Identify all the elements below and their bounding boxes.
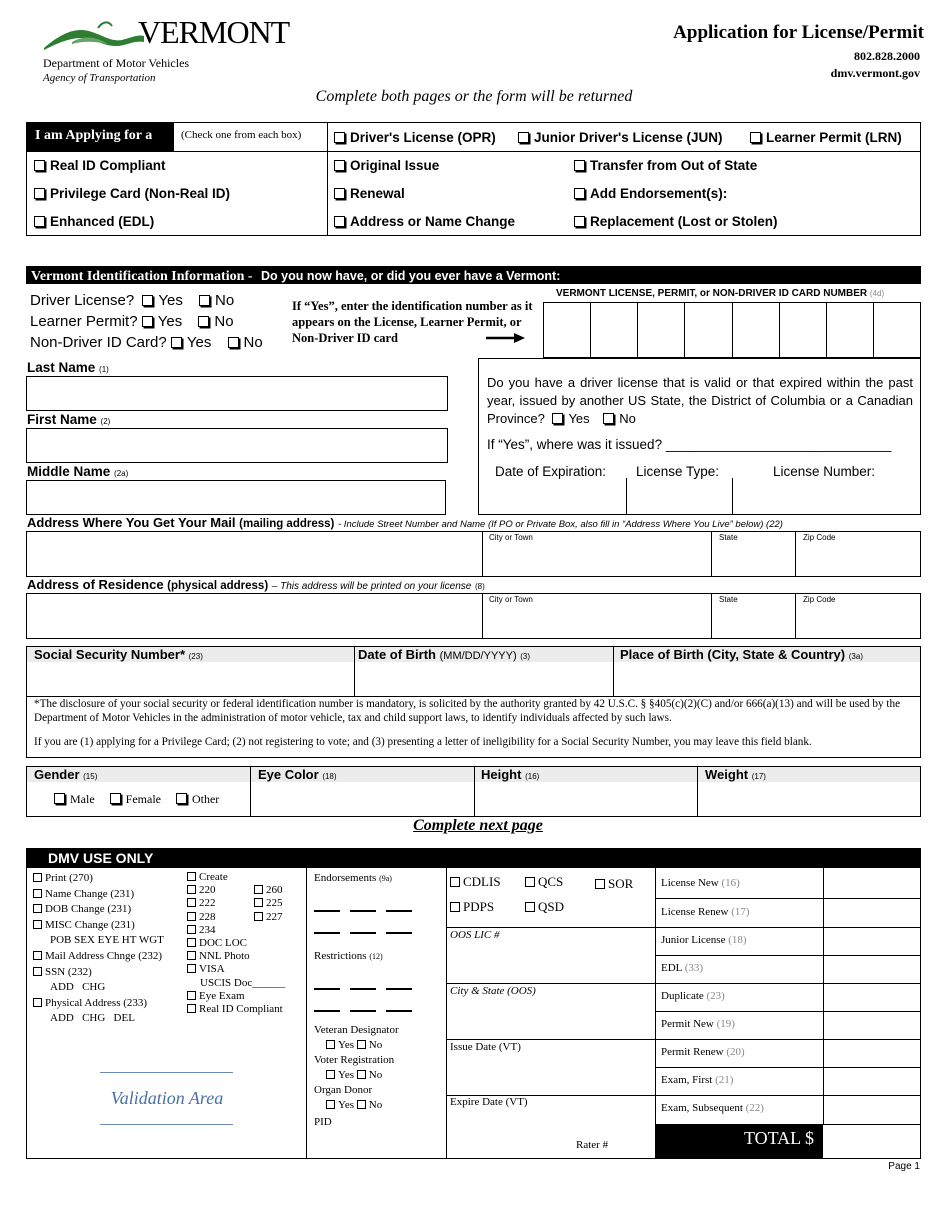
type-option-opr[interactable]: Driver's License (OPR) <box>334 130 496 145</box>
where-issued[interactable]: If “Yes”, where was it issued? ______________________________ <box>487 437 892 452</box>
fee-exam-first: Exam, First (21) <box>661 1074 734 1086</box>
designations: Veteran Designator Yes No Voter Registration Yes No Organ Donor Yes No PID <box>314 1024 399 1128</box>
residence-input[interactable] <box>26 593 921 639</box>
q-driver-license: Driver License? Yes No <box>30 292 235 309</box>
nd-no-checkbox[interactable] <box>228 337 239 348</box>
check-qsd[interactable]: QSD <box>525 899 564 915</box>
if-yes-instruction: If “Yes”, enter the identification number as it appears on the License, Learner Permit, or Non-Driver ID card <box>292 299 533 345</box>
type-option-lrn[interactable]: Learner Permit (LRN) <box>750 130 902 145</box>
other-checkbox[interactable] <box>176 793 187 804</box>
fee-exam-subsequent: Exam, Subsequent (22) <box>661 1102 764 1114</box>
weight-label: Weight (17) <box>705 767 766 782</box>
restriction-blanks-1[interactable] <box>314 980 422 998</box>
id-number-boxes[interactable] <box>543 302 921 358</box>
check-sor[interactable]: SOR <box>595 876 633 892</box>
fee-license-renew: License Renew (17) <box>661 906 750 918</box>
gender-label: Gender (15) <box>34 767 98 782</box>
oos-lic-label: OOS LIC # <box>450 929 500 941</box>
rater-label: Rater # <box>576 1139 609 1151</box>
privilege-card-option[interactable]: Privilege Card (Non-Real ID) <box>34 186 230 201</box>
other-license-no[interactable] <box>603 413 614 424</box>
q-non-driver-id: Non-Driver ID Card? Yes No <box>30 334 263 351</box>
enhanced-option[interactable]: Enhanced (EDL) <box>34 214 154 229</box>
fee-license-new: License New (16) <box>661 877 740 889</box>
fee-junior-license: Junior License (18) <box>661 934 747 946</box>
dept-name: Department of Motor Vehicles <box>43 56 190 70</box>
arrow-right-icon <box>486 332 526 344</box>
fee-duplicate: Duplicate (23) <box>661 990 725 1002</box>
expire-date-label: Expire Date (VT) <box>450 1096 528 1108</box>
city-state-oos-label: City & State (OOS) <box>450 985 536 997</box>
endorsement-blanks-1[interactable] <box>314 902 422 920</box>
brand-name: VERMONT <box>138 14 290 50</box>
pob-label: Place of Birth (City, State & Country) (3a) <box>620 647 863 662</box>
endorsements-label: Endorsements (9a) <box>314 872 392 884</box>
fee-permit-new: Permit New (19) <box>661 1018 735 1030</box>
license-number-col: License Number: <box>773 464 876 479</box>
restrictions-label: Restrictions (12) <box>314 950 383 962</box>
mailing-state: State <box>719 533 738 542</box>
restriction-blanks-2[interactable] <box>314 1002 422 1020</box>
residence-zip: Zip Code <box>803 595 836 604</box>
total-label: TOTAL $ <box>656 1125 823 1158</box>
check-note: (Check one from each box) <box>181 129 302 141</box>
phone-number: 802.828.2000 <box>854 49 920 63</box>
page-number: Page 1 <box>888 1161 920 1172</box>
agency-name: Agency of Transportation <box>43 72 156 84</box>
vt-id-heading-bar: Vermont Identification Information - Do you now have, or did you ever have a Vermont: <box>26 266 921 284</box>
ssn-input[interactable] <box>28 662 354 695</box>
add-endorsement-option[interactable]: Add Endorsement(s): <box>574 186 727 201</box>
dmv-col1-list: Print (270) Name Change (231) DOB Change (231) MISC Change (231) POB SEX EYE HT WGT Mail Address Chnge (232) SSN (232) ADD CHG Physical Address (233) ADD CHG DEL <box>33 871 164 1027</box>
validation-area: Validation Area <box>110 1088 224 1108</box>
last-name-input[interactable] <box>26 376 448 411</box>
form-title: Application for License/Permit <box>673 22 924 43</box>
next-page-notice: Complete next page <box>413 817 543 834</box>
check-cdlis[interactable]: CDLIS <box>450 874 501 890</box>
endorsement-blanks-2[interactable] <box>314 924 422 942</box>
residence-label: Address of Residence (physical address) – This address will be printed on your license (8) <box>27 577 485 592</box>
check-qcs[interactable]: QCS <box>525 874 563 890</box>
issue-date-label: Issue Date (VT) <box>450 1041 521 1053</box>
lp-yes-checkbox[interactable] <box>142 316 153 327</box>
dob-label: Date of Birth (MM/DD/YYYY) (3) <box>358 647 531 662</box>
transfer-option[interactable]: Transfer from Out of State <box>574 158 757 173</box>
mailing-zip: Zip Code <box>803 533 836 542</box>
vermont-logo-mountains <box>42 20 146 52</box>
mailing-city: City or Town <box>489 533 533 542</box>
website: dmv.vermont.gov <box>830 66 920 80</box>
dmv-col2-list: Create 220 260 222 225 228 227 234 DOC LOC NNL Photo VISA USCIS Doc______ Eye Exam Real ID Compliant <box>187 871 285 1016</box>
replacement-option[interactable]: Replacement (Lost or Stolen) <box>574 214 778 229</box>
residence-state: State <box>719 595 738 604</box>
expiration-col: Date of Expiration: <box>495 464 607 479</box>
type-option-jun[interactable]: Junior Driver's License (JUN) <box>518 130 723 145</box>
last-name-label: Last Name (1) <box>27 360 109 375</box>
applying-heading: I am Applying for a <box>27 123 174 151</box>
real-id-option[interactable]: Real ID Compliant <box>34 158 166 173</box>
pob-input[interactable] <box>614 662 920 695</box>
residence-city: City or Town <box>489 595 533 604</box>
middle-name-input[interactable] <box>26 480 446 515</box>
nd-yes-checkbox[interactable] <box>171 337 182 348</box>
middle-name-label: Middle Name (2a) <box>27 464 129 479</box>
first-name-input[interactable] <box>26 428 448 463</box>
height-label: Height (16) <box>481 767 540 782</box>
other-license-question: Do you have a driver license that is valid or that expired within the past year, issued by another US State, the District of Columbia or a Canadian Province? Yes No <box>487 375 913 426</box>
other-license-yes[interactable] <box>552 413 563 424</box>
fee-edl: EDL (33) <box>661 962 704 974</box>
female-checkbox[interactable] <box>110 793 121 804</box>
id-number-label: VERMONT LICENSE, PERMIT, or NON-DRIVER ID CARD NUMBER (4d) <box>556 288 885 299</box>
mailing-address-input[interactable] <box>26 531 921 577</box>
address-change-option[interactable]: Address or Name Change <box>334 214 515 229</box>
check-pdps[interactable]: PDPS <box>450 899 494 915</box>
dl-no-checkbox[interactable] <box>199 295 210 306</box>
dl-yes-checkbox[interactable] <box>142 295 153 306</box>
male-checkbox[interactable] <box>54 793 65 804</box>
eye-color-label: Eye Color (18) <box>258 767 337 782</box>
q-learner-permit: Learner Permit? Yes No <box>30 313 234 330</box>
privilege-note: If you are (1) applying for a Privilege Card; (2) not registering to vote; and (3) presenting a letter of ineligibility for a Social Security Number, you may leave this field blank. <box>34 736 812 748</box>
lp-no-checkbox[interactable] <box>198 316 209 327</box>
original-issue-option[interactable]: Original Issue <box>334 158 439 173</box>
ssn-label: Social Security Number* (23) <box>34 647 203 662</box>
ssn-disclosure: *The disclosure of your social security or federal identification number is mandatory, is solicited by the authority granted by 42 U.S.C. § §405(c)(2)(C) and/or 666(a)(13) and will be used by the Department of Motor Vehicles in the administration of motor vehicle, tax and child support laws, to identify individuals affected by such laws. <box>34 698 901 724</box>
first-name-label: First Name (2) <box>27 412 111 427</box>
fee-permit-renew: Permit Renew (20) <box>661 1046 745 1058</box>
mailing-address-label: Address Where You Get Your Mail (mailing address) - Include Street Number and Name (If PO or Private Box, also fill in “Address Where You Live” below) (22) <box>27 515 783 530</box>
dmv-heading: DMV USE ONLY <box>27 849 920 868</box>
license-type-col: License Type: <box>636 464 720 479</box>
form-subtitle: Complete both pages or the form will be returned <box>315 88 633 105</box>
gender-options: Male Female Other <box>54 792 219 807</box>
renewal-option[interactable]: Renewal <box>334 186 405 201</box>
dob-input[interactable] <box>355 662 612 695</box>
